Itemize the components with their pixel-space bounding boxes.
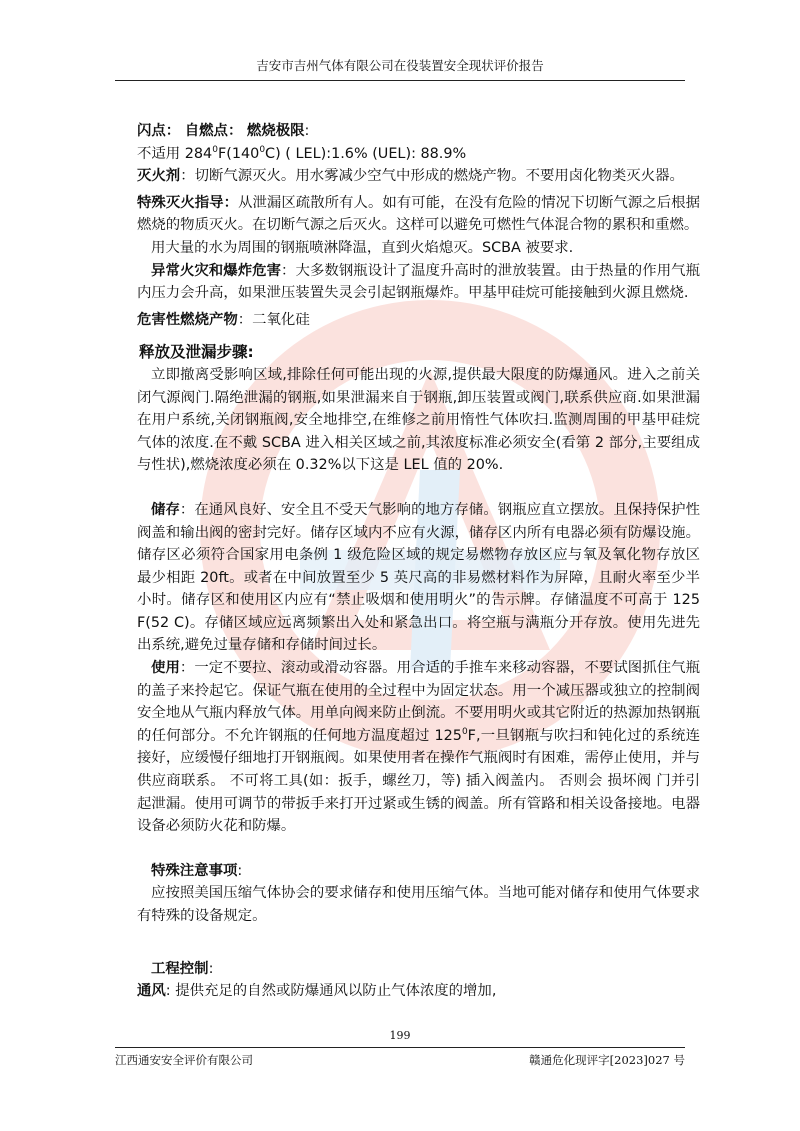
spacer	[137, 838, 700, 860]
ventilation-text: 通风: 提供充足的自然或防爆通风以防止气体浓度的增加,	[137, 983, 497, 1000]
footer-doc-number: 赣通危化现评字[2023]027 号	[529, 1053, 685, 1067]
page-header	[115, 56, 685, 81]
document-body	[137, 120, 700, 1003]
fire-properties-heading: 闪点： 自燃点： 燃烧极限:	[137, 123, 310, 139]
page-footer	[115, 1047, 685, 1068]
spacer	[137, 928, 700, 958]
header-title: 吉安市吉州气体有限公司在役装置安全现状评价报告	[256, 58, 544, 73]
special-notes-title: 特殊注意事项:	[151, 862, 243, 879]
combustion-products: 危害性燃烧产物：二氧化硅	[137, 311, 310, 328]
special-notes-text: 应按照美国压缩气体协会的要求储存和使用压缩气体。当地可能对储存和使用气体要求有特殊的设备规定。	[137, 885, 700, 924]
page-number: 199	[389, 1029, 411, 1042]
abnormal-fire-hazards: 异常火灾和爆炸危害：大多数钢瓶设计了温度升高时的泄放装置。由于热量的作用气瓶内压力会升高，如果泄压装置失灵会引起钢瓶爆炸。甲基甲硅烷可能接触到火源且燃烧.	[137, 262, 700, 302]
release-section-title: 释放及泄漏步骤:	[139, 343, 254, 362]
fire-properties-values: 不适用 $284^0F(140^0C)$ ( LEL):1.6% (UEL): 88.9%	[137, 144, 467, 162]
extinguishing-media: 灭火剂：切断气源灭火。用水雾减少空气中形成的燃烧产物。不要用卤化物类灭火器。	[137, 168, 684, 185]
use-paragraph: 使用：一定不要拉、滚动或滑动容器。用合适的手推车来移动容器，不要试图抓住气瓶的盖子来拎起它。保证气瓶在使用的全过程中为固定状态。用一个减压器或独立的控制阀安全地从气瓶内释放气体。用单向阀来防止倒流。不要用明火或其它附近的热源加热钢瓶的任何部分。不允许钢瓶的任何地方温度超过 $125^0F$,一旦钢瓶与吹扫和钝化过的系统连接好，应缓慢仔细地打开钢瓶阀。如果使用者在操作气瓶阀时有困难，需停止使用，并与供应商联系。 不可将工具(如：扳手，螺丝刀，等) 插入阀盖内。 否则会 损坏阀 门并引起泄漏。使用可调节的带扳手来打开过紧或生锈的阀盖。所有管路和相关设备接地。电器设备必须防火花和防爆。	[137, 660, 701, 835]
release-procedure-text: 立即撤离受影响区域,排除任何可能出现的火源,提供最大限度的防爆通风。进入之前关闭气源阀门.隔绝泄漏的钢瓶,如果泄漏来自于钢瓶,卸压装置或阀门,联系供应商.如果泄漏在用户系统,关闭钢瓶阀,安全地排空,在维修之前用惰性气体吹扫.监测周围的甲基甲硅烷气体的浓度.在不戴 SCBA 进入相关区域之前,其浓度标准必须安全(看第 2 部分,主要组成与性状),燃烧浓度必须在 0.32%以下这是 LEL 值的 20%.	[137, 366, 700, 474]
special-firefighting: 特殊灭火指导：从泄漏区疏散所有人。如有可能，在没有危险的情况下切断气源之后根据燃烧的物质灭火。在切断气源之后灭火。这样可以避免可燃性气体混合物的累积和重燃。	[137, 194, 700, 234]
footer-company: 江西通安安全评价有限公司	[115, 1053, 253, 1067]
engineering-control-title: 工程控制:	[151, 960, 214, 977]
spacer	[137, 477, 700, 499]
storage-paragraph: 储存：在通风良好、安全且不受天气影响的地方存储。钢瓶应直立摆放。且保持保护性阀盖和输出阀的密封完好。储存区域内不应有火源，储存区内所有电器必须有防爆设施。储存区必须符合国家用电条例 1 级危险区域的规定易燃物存放区应与氧及氧化物存放区最少相距 20ft。或者在中间放置至少 5 英尺高的非易燃材料作为屏障，且耐火率至少半小时。储存区和使用区内应有“禁止吸烟和使用明火”的告示牌。存储温度不可高于 125 F(52 C)。存储区域应远离频繁出入处和紧急出口。将空瓶与满瓶分开存放。使用先进先出系统,避免过量存储和存储时间过长。	[137, 501, 700, 654]
cooling-instructions: 用大量的水为周围的钢瓶喷淋降温，直到火焰熄灭。SCBA 被要求.	[151, 239, 574, 256]
